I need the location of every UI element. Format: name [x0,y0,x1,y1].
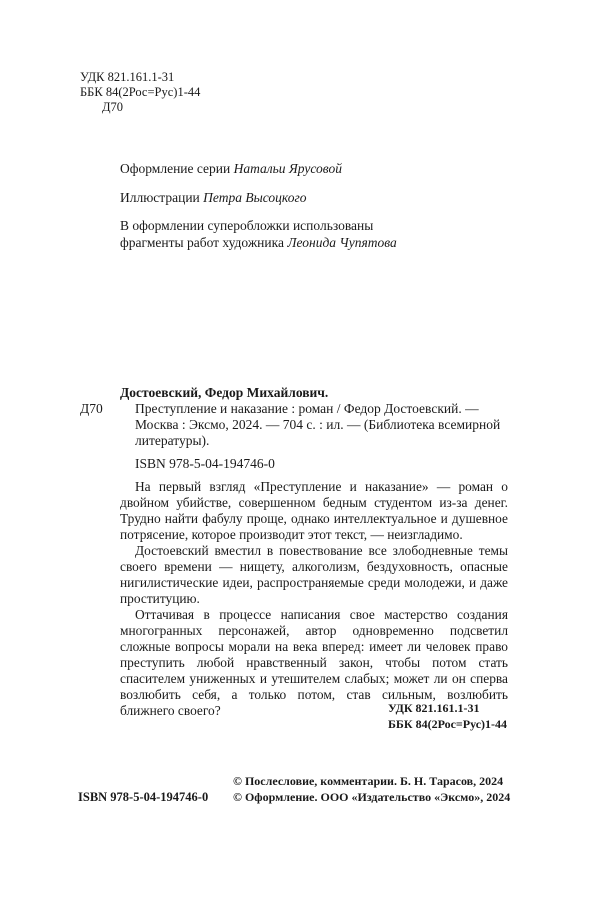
bib-author: Достоевский, Федор Михайлович. [120,385,329,400]
udk-code: УДК 821.161.1-31 [80,70,175,84]
footer-isbn: ISBN 978-5-04-194746-0 [78,790,209,804]
series-design-label: Оформление серии [120,161,234,176]
bib-author-mark: Д70 [80,401,103,416]
bib-isbn: ISBN 978-5-04-194746-0 [135,456,275,471]
bib-description [135,401,500,449]
series-designer-name: Натальи Ярусовой [233,161,342,176]
series-design-credit [120,161,342,177]
annotation [120,479,508,719]
bib-line-2: Москва : Эксмо, 2024. — 704 с. : ил. — (Библиотека всемирной [135,417,501,432]
annotation-paragraph-1: На первый взгляд «Преступление и наказание» — роман о двойном убийстве, совершенном бедным студентом из-за денег. Трудно найти фабулу проще, однако интеллектуальное и душевное потрясение, которое производит этот текст, — неизгладимо. [120,479,508,542]
classification-top [80,70,200,115]
illustrations-label: Иллюстрации [120,190,204,205]
udk-code-bottom: УДК 821.161.1-31 [388,701,480,715]
copyright-block [233,773,510,805]
cover-credit-line2: фрагменты работ художника [120,235,288,250]
cover-artist-name: Леонида Чупятова [287,235,397,250]
classification-bottom [388,700,507,732]
bbk-code-bottom: ББК 84(2Рос=Рус)1-44 [388,717,508,731]
annotation-paragraph-2: Достоевский вместил в повествование все злободневные темы своего времени — нищету, алкоголизм, бездуховность, опасные нигилистические идеи, распространяемые среди молодежи, и даже проституцию. [120,543,508,606]
illustrator-name: Петра Высоцкого [203,190,307,205]
illustrations-credit [120,190,306,206]
author-mark: Д70 [102,100,124,114]
bib-line-3: литературы). [135,433,210,448]
cover-credit-line1: В оформлении суперобложки использованы [120,218,374,233]
bib-line-1: Преступление и наказание : роман / Федор Достоевский. — [135,401,479,416]
annotation-paragraph-3: Оттачивая в процессе написания свое мастерство создания многогранных персонажей, автор одновременно подсветил сложные вопросы морали на века вперед: имеет ли человек право преступить любой нравственный закон, чтобы потом стать спасителем униженных и утешителем слабых; может ли он сперва возлюбить себя, а только потом, став сильным, возлюбить ближнего своего? [120,607,508,718]
copyright-design: © Оформление. ООО «Издательство «Эксмо», 2024 [233,790,511,804]
copyright-afterword: © Послесловие, комментарии. Б. Н. Тарасов, 2024 [233,774,504,788]
cover-credit [120,217,397,251]
bbk-code: ББК 84(2Рос=Рус)1-44 [80,85,201,99]
